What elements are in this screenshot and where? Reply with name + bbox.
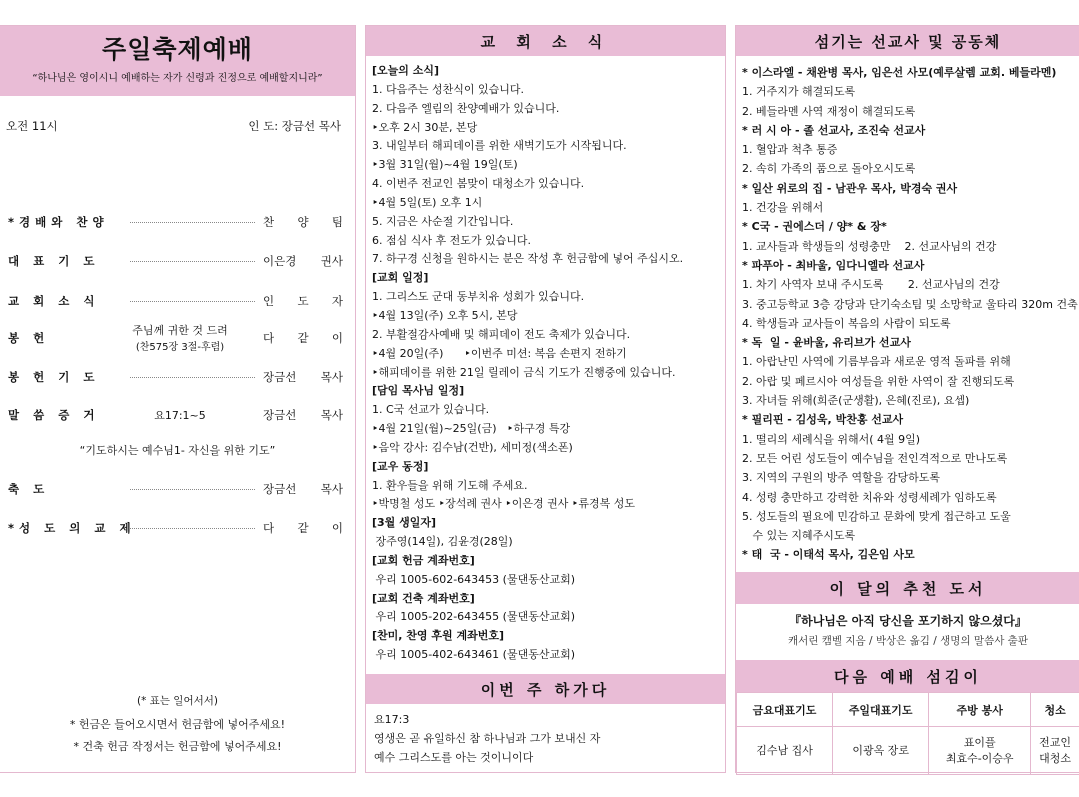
list-item: 4. 성령 충만하고 강력한 치유와 성령세례가 임하도록 (742, 490, 997, 504)
col-header: 금요대표기도 (737, 693, 833, 727)
order-detail: 주님께 귀한 것 드려 (132, 324, 228, 337)
col-header: 주방 봉사 (929, 693, 1031, 727)
list-item: 4. 이번주 전교인 봄맞이 대청소가 있습니다. (372, 177, 585, 191)
missions-header: 섬기는 선교사 및 공동체 (736, 26, 1079, 56)
order-label: 말 씀 증 거 (8, 408, 100, 422)
section-heading: [오늘의 소식] (372, 64, 440, 77)
order-row (0, 324, 355, 353)
church-news-header: 교 회 소 식 (366, 26, 725, 56)
section-heading: [교회 일정] (372, 271, 429, 285)
order-person: 장금선 목사 (263, 408, 343, 422)
order-person: 다 같 이 (263, 521, 343, 535)
list-item: * 필리핀 - 김성욱, 박찬홍 선교사 (742, 413, 904, 427)
order-row (0, 291, 355, 311)
list-item: * 독 일 - 윤바울, 유리브가 선교사 (742, 336, 911, 350)
table-header-row (737, 693, 1079, 727)
list-item: * 파푸아 - 최바울, 임다니엘라 선교사 (742, 258, 925, 272)
list-item: ‣음악 강사: 김수남(건반), 세미정(색소폰) (372, 440, 573, 454)
servers-table (736, 692, 1079, 775)
missions-body (742, 63, 1079, 565)
list-item: ‣4월 13일(주) 오후 5시, 본당 (372, 308, 518, 322)
order-person: 인 도 자 (263, 294, 343, 308)
order-row (0, 405, 355, 425)
worship-order-panel (0, 25, 356, 773)
order-row (0, 251, 355, 271)
section-heading: [교회 건축 계좌번호] (372, 591, 475, 605)
list-item: ‣해피데이를 위한 21일 릴레이 금식 기도가 진행중에 있습니다. (372, 365, 676, 379)
list-item: 7. 하구경 신청을 원하시는 분은 작성 후 헌금함에 넣어 주십시오. (372, 252, 684, 266)
list-item: * 러 시 아 - 졸 선교사, 조진숙 선교사 (742, 123, 926, 137)
list-item: 2. 다음주 엘림의 찬양예배가 있습니다. (372, 101, 560, 115)
dot-leader (130, 489, 255, 490)
church-news-body (372, 62, 721, 665)
list-item: 2. 모든 어린 성도들이 예수님을 전인격적으로 만나도록 (742, 451, 1008, 465)
book-title: 『하나님은 아직 당신을 포기하지 않으셨다』 (789, 614, 1027, 628)
order-label: 축 도 (8, 482, 50, 496)
list-item: 1. 혈압과 척추 통증 (742, 143, 838, 157)
list-item: 3. 자녀들 위해(희준(군생활), 은혜(진로), 요셉) (742, 394, 970, 408)
list-item: 5. 성도들의 필요에 민감하고 문화에 맞게 접근하고 도울 (742, 509, 1011, 523)
order-label: 교 회 소 식 (8, 294, 100, 308)
list-item: 3. 중고등학교 3층 강당과 단기숙소팀 및 소망학교 울타리 320m 건축 (742, 297, 1078, 311)
list-item: 2. 속히 가족의 품으로 돌아오시도록 (742, 162, 916, 176)
list-item: ‣3월 31일(월)~4월 19일(토) (372, 158, 518, 172)
list-item: 1. 거주지가 해결되도록 (742, 85, 856, 99)
table-row (737, 727, 1079, 775)
offering-note: * 헌금은 들어오시면서 헌금함에 넣어주세요! (69, 718, 286, 731)
haggada-body (374, 710, 721, 767)
next-servers-header: 다음 예배 섬김이 (736, 660, 1079, 692)
section-heading: [3월 생일자] (372, 516, 437, 530)
worship-meta (6, 118, 341, 134)
order-label: *성 도 의 교 제 (8, 521, 136, 535)
col-header: 청소 (1031, 693, 1079, 727)
standing-note: (* 표는 일어서서) (137, 695, 218, 707)
table-cell: 김수남 집사 (737, 727, 833, 775)
order-person: 찬 양 팀 (263, 215, 343, 229)
list-item: ‣4월 5일(토) 오후 1시 (372, 195, 483, 209)
order-person: 장금선 목사 (263, 370, 343, 384)
haggada-line: 영생은 곧 유일하신 참 하나님과 그가 보내신 자 (374, 732, 601, 745)
list-item: 수 있는 지혜주시도록 (742, 529, 856, 543)
building-note: * 건축 헌금 작정서는 헌금함에 넣어주세요! (73, 740, 282, 753)
table-cell: 표이플 최효수-이승우 (929, 727, 1031, 775)
order-row (0, 212, 355, 232)
order-label: 봉 헌 기 도 (8, 370, 100, 384)
list-item: * 태 국 - 이태석 목사, 김은임 사모 (742, 548, 915, 562)
order-detail-sub: (찬575장 3절-후렴) (135, 342, 225, 353)
order-label: 대 표 기 도 (8, 254, 100, 268)
missions-panel (735, 25, 1079, 773)
list-item: 1. 교사들과 학생들의 성령충만 2. 선교사님의 건강 (742, 239, 997, 253)
list-item: ‣4월 20일(주) ‣이번주 미션: 복음 손편지 전하기 (372, 346, 627, 360)
list-item: 1. C국 선교가 있습니다. (372, 403, 490, 417)
table-cell: 전교인 대청소 (1031, 727, 1079, 775)
list-item: 장주영(14일), 김윤경(28일) (372, 535, 513, 549)
order-row (0, 479, 355, 499)
book-info: 캐서린 캠벨 지음 / 박상은 옮김 / 생명의 말씀사 출판 (788, 635, 1028, 647)
dot-leader (130, 528, 255, 529)
list-item: 3. 지역의 구원의 방주 역할을 감당하도록 (742, 471, 940, 485)
order-row (0, 518, 355, 538)
haggada-header: 이번 주 하가다 (366, 674, 725, 704)
haggada-line: 예수 그리스도를 아는 것이니이다 (374, 751, 534, 764)
dot-leader (130, 301, 255, 302)
list-item: 우리 1005-402-643461 (물댄동산교회) (372, 648, 575, 662)
order-person: 이은경 권사 (263, 254, 343, 268)
dot-leader (130, 377, 255, 378)
book-header: 이 달의 추천 도서 (736, 572, 1079, 604)
order-person: 장금선 목사 (263, 482, 343, 496)
order-row (0, 367, 355, 387)
section-heading: [교우 동정] (372, 459, 429, 473)
list-item: 6. 점심 식사 후 전도가 있습니다. (372, 233, 531, 247)
list-item: 1. 떨리의 세례식을 위해서( 4월 9일) (742, 432, 921, 446)
order-label: 봉 헌 (8, 331, 50, 345)
list-item: 1. 다음주는 성찬식이 있습니다. (372, 82, 524, 96)
list-item: ‣4월 21일(월)~25일(금) ‣하구경 특강 (372, 422, 571, 436)
list-item: 2. 부활절감사예배 및 해피데이 전도 축제가 있습니다. (372, 327, 631, 341)
worship-title: 주일축제예배 (102, 35, 253, 64)
order-detail: 요17:1~5 (154, 409, 206, 422)
list-item: * 이스라엘 - 채완병 목사, 임은선 사모(예루살렘 교회. 베들라멘) (742, 66, 1057, 79)
list-item: 1. 그리스도 군대 동부치유 성회가 있습니다. (372, 290, 585, 304)
order-label: *경배와 찬양 (8, 215, 109, 229)
list-item: 4. 학생들과 교사들이 복음의 사람이 되도록 (742, 316, 951, 330)
list-item: 1. 차기 사역자 보내 주시도록 2. 선교사님의 건강 (742, 278, 1000, 292)
list-item: 우리 1005-202-643455 (물댄동산교회) (372, 610, 575, 624)
list-item: 1. 환우들을 위해 기도해 주세요. (372, 478, 528, 492)
list-item: * 일산 위로의 집 - 남관우 목사, 박경숙 권사 (742, 181, 958, 195)
haggada-ref: 요17:3 (374, 713, 410, 726)
order-person: 다 같 이 (263, 331, 343, 345)
section-heading: [교회 헌금 계좌번호] (372, 553, 475, 567)
dot-leader (130, 222, 255, 223)
list-item: ‣오후 2시 30분, 본당 (372, 120, 478, 134)
church-news-panel (365, 25, 726, 773)
list-item: 2. 아랍 및 페르시아 여성들을 위한 사역이 잘 진행되도록 (742, 374, 1015, 388)
sermon-title: “기도하시는 예수님1- 자신을 위한 기도” (79, 444, 276, 457)
list-item: ‣박명철 성도 ‣장석례 권사 ‣이은경 권사 ‣류경복 성도 (372, 497, 635, 511)
list-item: 1. 아랍난민 사역에 기름부음과 새로운 영적 돌파를 위해 (742, 355, 1011, 369)
section-heading: [담임 목사님 일정] (372, 384, 465, 398)
list-item: 3. 내일부터 해피데이를 위한 새벽기도가 시작됩니다. (372, 139, 627, 153)
list-item: 5. 지금은 사순절 기간입니다. (372, 214, 514, 228)
dot-leader (130, 261, 255, 262)
worship-leader: 인 도: 장금선 목사 (248, 119, 341, 133)
list-item: 1. 건강을 위해서 (742, 201, 824, 215)
worship-header (0, 26, 355, 96)
worship-time: 오전 11시 (6, 119, 58, 133)
list-item: 2. 베들라멘 사역 재정이 해결되도록 (742, 104, 916, 118)
section-heading: [찬미, 찬영 후원 계좌번호] (372, 629, 504, 643)
worship-verse: “하나님은 영이시니 예배하는 자가 신령과 진정으로 예배할지니라” (32, 73, 323, 84)
list-item: 우리 1005-602-643453 (물댄동산교회) (372, 572, 575, 586)
list-item: * C국 - 권에스더 / 양* & 장* (742, 220, 887, 234)
col-header: 주일대표기도 (833, 693, 929, 727)
table-cell: 이광옥 장로 (833, 727, 929, 775)
